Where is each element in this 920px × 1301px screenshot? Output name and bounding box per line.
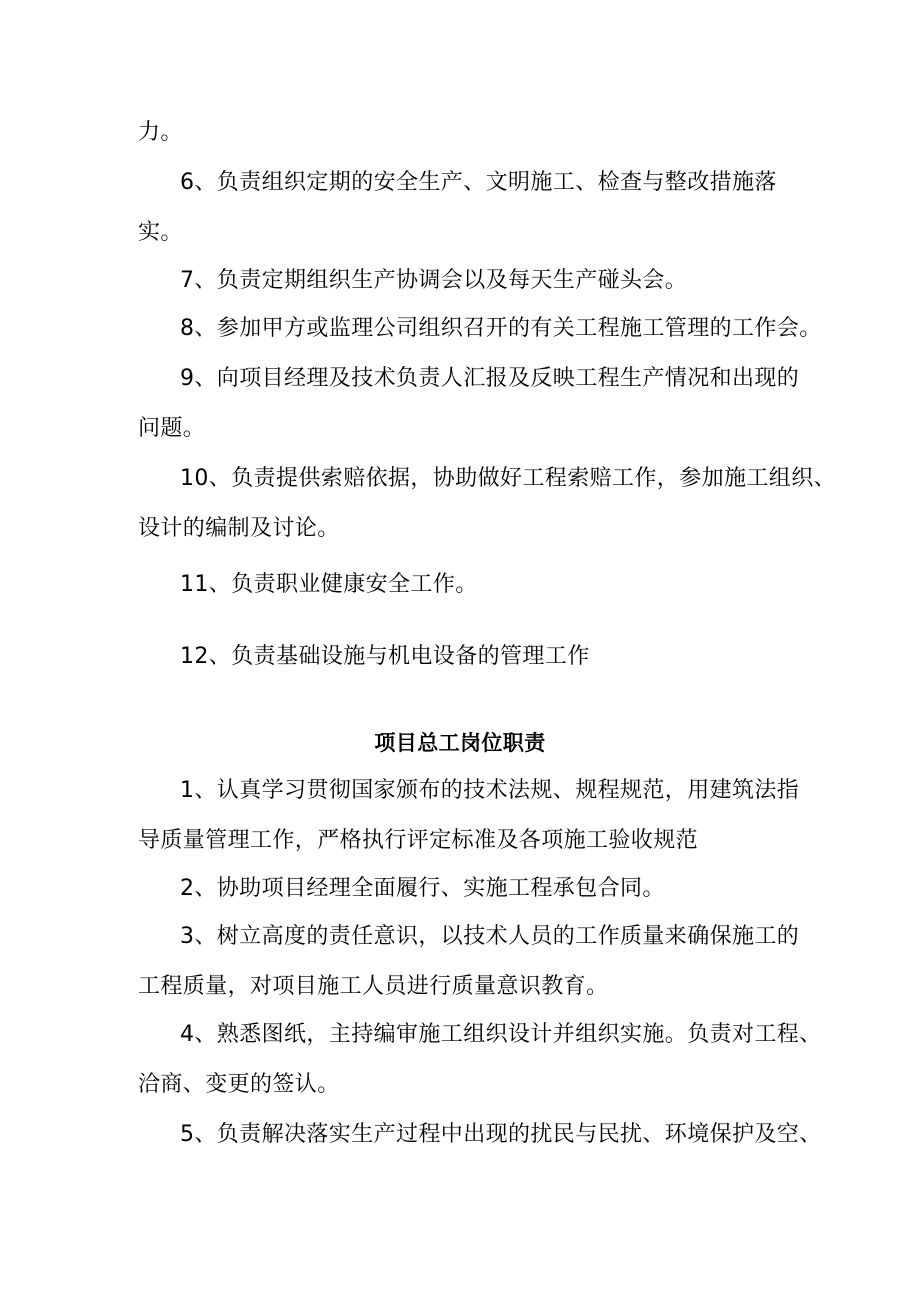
list-item-10-line2: 设计的编制及讨论。 (138, 516, 340, 541)
duty-item-5-line1: 5、负责解决落实生产过程中出现的扰民与民扰、环境保护及空、 (180, 1122, 822, 1147)
list-item-7: 7、负责定期组织生产协调会以及每天生产碰头会。 (180, 268, 688, 293)
list-item-9-line2: 问题。 (138, 416, 206, 441)
list-item-10-line1: 10、负责提供索赔依据，协助做好工程索赔工作，参加施工组织、 (180, 466, 836, 491)
section-title: 项目总工岗位职责 (374, 731, 546, 755)
duty-item-1-line2: 导质量管理工作，严格执行评定标准及各项施工验收规范 (138, 828, 699, 853)
list-item-6-line2: 实。 (138, 220, 183, 245)
list-item-8: 8、参加甲方或监理公司组织召开的有关工程施工管理的工作会。 (180, 316, 822, 341)
duty-item-4-line2: 洽商、变更的签认。 (138, 1072, 340, 1097)
duty-item-2: 2、协助项目经理全面履行、实施工程承包合同。 (180, 876, 665, 901)
list-item-11: 11、负责职业健康安全工作。 (180, 572, 478, 597)
list-item-12: 12、负责基础设施与机电设备的管理工作 (180, 644, 590, 669)
list-item-6-line1: 6、负责组织定期的安全生产、文明施工、检查与整改措施落 (180, 170, 777, 195)
carry-over-text: 力。 (138, 120, 183, 145)
duty-item-4-line1: 4、熟悉图纸，主持编审施工组织设计并组织实施。负责对工程、 (180, 1022, 822, 1047)
duty-item-3-line2: 工程质量，对项目施工人员进行质量意识教育。 (138, 974, 609, 999)
list-item-9-line1: 9、向项目经理及技术负责人汇报及反映工程生产情况和出现的 (180, 366, 800, 391)
duty-item-1-line1: 1、认真学习贯彻国家颁布的技术法规、规程规范，用建筑法指 (180, 778, 800, 803)
duty-item-3-line1: 3、树立高度的责任意识，以技术人员的工作质量来确保施工的 (180, 924, 800, 949)
